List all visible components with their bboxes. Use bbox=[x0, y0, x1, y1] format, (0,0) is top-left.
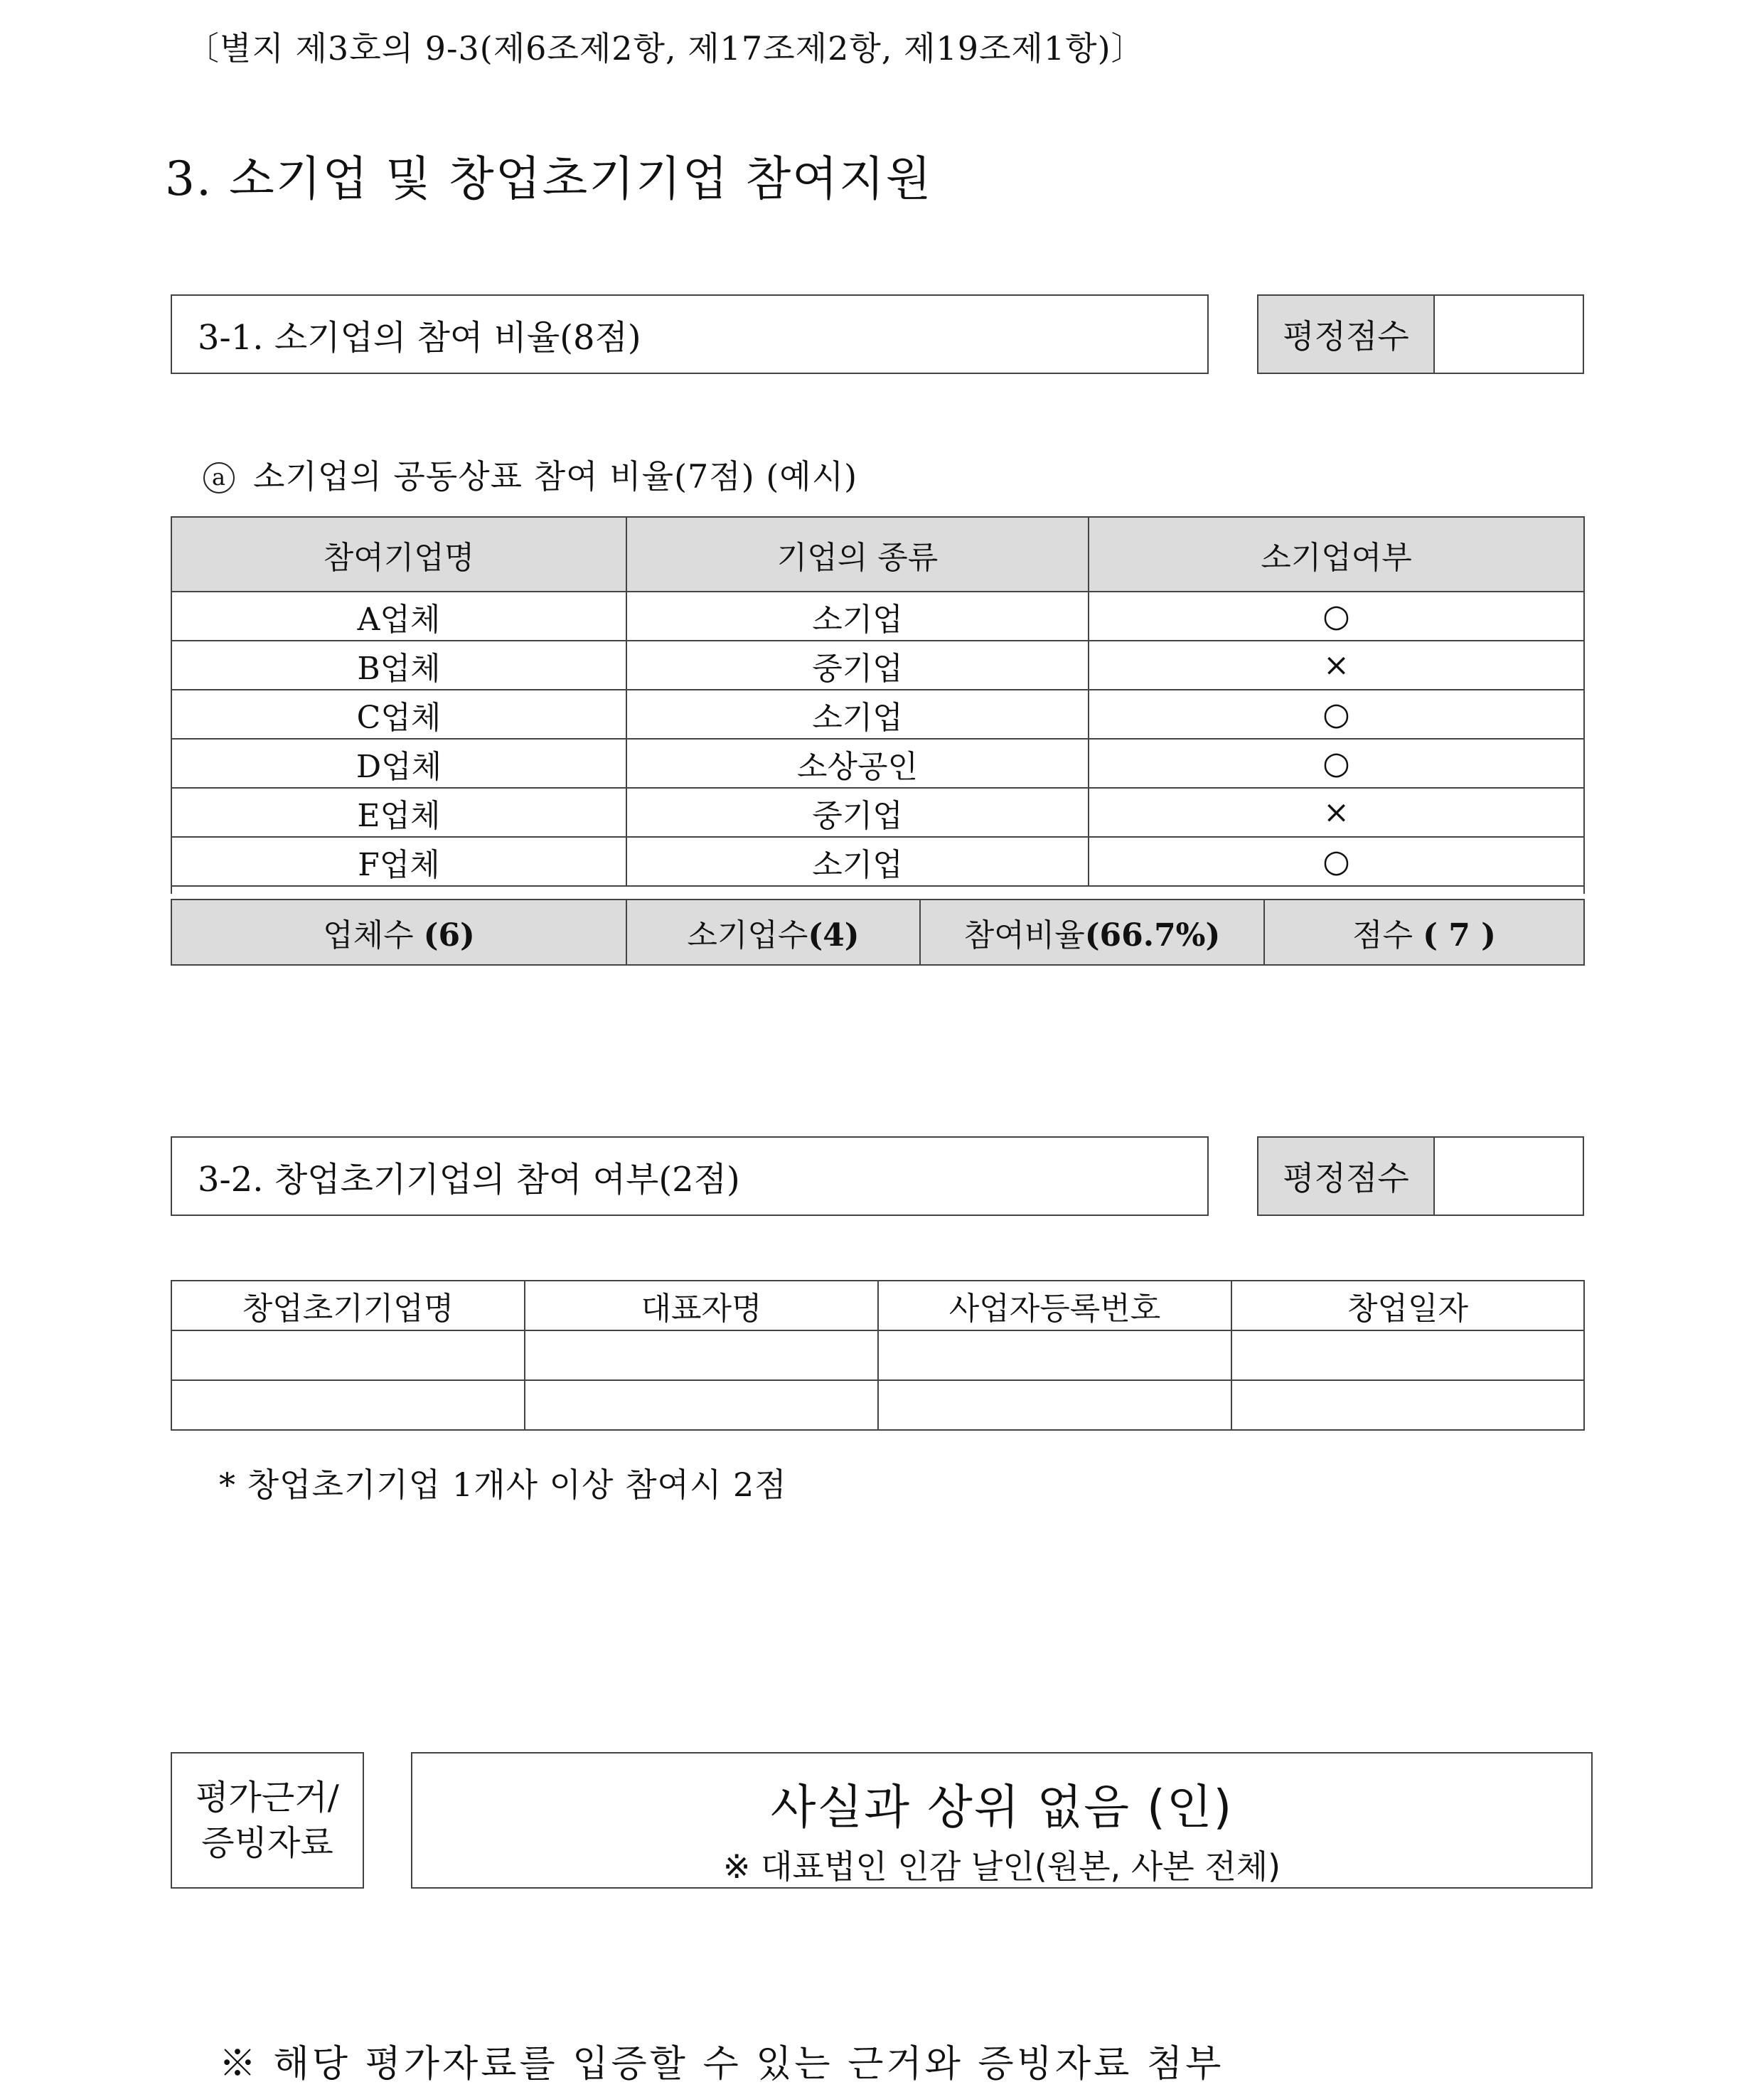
startup-name-cell[interactable] bbox=[171, 1380, 525, 1430]
table-row bbox=[171, 1380, 1584, 1430]
evaluation-label-line2: 증빙자료 bbox=[201, 1823, 333, 1863]
company-type-cell: 소기업 bbox=[626, 592, 1089, 641]
table-row bbox=[171, 739, 1584, 788]
evaluation-seal-note: ※ 대표법인 인감 날인(원본, 사본 전체) bbox=[722, 1847, 1281, 1886]
column-header: 창업일자 bbox=[1231, 1281, 1584, 1330]
business-registration-cell[interactable] bbox=[878, 1380, 1231, 1430]
company-type-cell: 소기업 bbox=[626, 690, 1089, 739]
column-header: 소기업여부 bbox=[1089, 517, 1584, 592]
company-count-label: 업체수 bbox=[323, 917, 414, 954]
table-row bbox=[171, 592, 1584, 641]
header-reference: 〔별지 제3호의 9-3(제6조제2항, 제17조제2항, 제19조제1항)〕 bbox=[186, 29, 1145, 68]
table-gap-row bbox=[171, 886, 1584, 894]
subsection-1-title-box bbox=[171, 294, 1209, 374]
summary-row bbox=[171, 900, 1584, 965]
score-cell-label: 점수 bbox=[1352, 917, 1413, 954]
table-header-row bbox=[171, 517, 1584, 592]
small-business-summary-row bbox=[171, 899, 1585, 966]
evaluation-content-box bbox=[411, 1752, 1593, 1889]
column-header: 창업초기기업명 bbox=[171, 1281, 525, 1330]
table-row bbox=[171, 641, 1584, 690]
score-value-field[interactable] bbox=[1435, 1138, 1583, 1215]
startup-note: * 창업초기기업 1개사 이상 참여시 2점 bbox=[219, 1466, 787, 1504]
startup-name-cell[interactable] bbox=[171, 1330, 525, 1380]
company-count-value: (6) bbox=[423, 917, 475, 954]
gap-cell bbox=[171, 886, 1584, 894]
subsection-2-score-box bbox=[1257, 1136, 1584, 1216]
example-title-text: 소기업의 공동상표 참여 비율(7점) (예시) bbox=[253, 457, 858, 496]
column-header: 기업의 종류 bbox=[626, 517, 1089, 592]
founding-date-cell[interactable] bbox=[1231, 1330, 1584, 1380]
representative-name-cell[interactable] bbox=[525, 1330, 878, 1380]
column-header: 대표자명 bbox=[525, 1281, 878, 1330]
small-business-table bbox=[171, 516, 1585, 894]
company-type-cell: 소상공인 bbox=[626, 739, 1089, 788]
subsection-2-title: 3-2. 창업초기기업의 참여 여부(2점) bbox=[198, 1159, 740, 1200]
small-business-mark-cell: ○ bbox=[1089, 739, 1584, 788]
circled-letter-marker: a bbox=[203, 462, 235, 493]
table-row bbox=[171, 1330, 1584, 1380]
subsection-2-title-box bbox=[171, 1136, 1209, 1216]
business-registration-cell[interactable] bbox=[878, 1330, 1231, 1380]
participation-ratio-label: 참여비율 bbox=[963, 917, 1085, 954]
score-cell-value: ( 7 ) bbox=[1423, 917, 1496, 954]
footer-note: ※ 해당 평가자료를 입증할 수 있는 근거와 증빙자료 첨부 bbox=[219, 2043, 1224, 2086]
example-title bbox=[203, 451, 857, 498]
section-title: 3. 소기업 및 창업초기기업 참여지원 bbox=[165, 151, 933, 206]
subsection-1-title: 3-1. 소기업의 참여 비율(8점) bbox=[198, 317, 641, 358]
evaluation-label-box bbox=[171, 1752, 364, 1889]
score-cell bbox=[1264, 900, 1584, 965]
participation-ratio-cell bbox=[920, 900, 1264, 965]
column-header: 참여기업명 bbox=[171, 517, 626, 592]
evaluation-statement: 사실과 상위 없음 (인) bbox=[770, 1780, 1234, 1835]
small-business-count-cell bbox=[626, 900, 920, 965]
score-label: 평정점수 bbox=[1258, 296, 1435, 373]
subsection-1-score-box bbox=[1257, 294, 1584, 374]
company-type-cell: 중기업 bbox=[626, 641, 1089, 690]
table-row bbox=[171, 837, 1584, 886]
representative-name-cell[interactable] bbox=[525, 1380, 878, 1430]
company-name-cell: B업체 bbox=[171, 641, 626, 690]
participation-ratio-value: (66.7%) bbox=[1084, 917, 1221, 954]
company-name-cell: D업체 bbox=[171, 739, 626, 788]
company-type-cell: 소기업 bbox=[626, 837, 1089, 886]
small-business-mark-cell: × bbox=[1089, 788, 1584, 837]
small-business-mark-cell: ○ bbox=[1089, 837, 1584, 886]
company-name-cell: F업체 bbox=[171, 837, 626, 886]
company-count-cell bbox=[171, 900, 626, 965]
evaluation-label bbox=[196, 1775, 339, 1866]
score-label: 평정점수 bbox=[1258, 1138, 1435, 1215]
small-business-count-label: 소기업수 bbox=[687, 917, 808, 954]
startup-company-table bbox=[171, 1280, 1585, 1431]
company-name-cell: E업체 bbox=[171, 788, 626, 837]
company-name-cell: C업체 bbox=[171, 690, 626, 739]
company-type-cell: 중기업 bbox=[626, 788, 1089, 837]
small-business-count-value: (4) bbox=[808, 917, 860, 954]
evaluation-label-line1: 평가근거/ bbox=[196, 1778, 339, 1818]
table-row bbox=[171, 788, 1584, 837]
founding-date-cell[interactable] bbox=[1231, 1380, 1584, 1430]
small-business-mark-cell: ○ bbox=[1089, 592, 1584, 641]
company-name-cell: A업체 bbox=[171, 592, 626, 641]
small-business-mark-cell: × bbox=[1089, 641, 1584, 690]
score-value-field[interactable] bbox=[1435, 296, 1583, 373]
table-row bbox=[171, 690, 1584, 739]
table-header-row bbox=[171, 1281, 1584, 1330]
small-business-mark-cell: ○ bbox=[1089, 690, 1584, 739]
column-header: 사업자등록번호 bbox=[878, 1281, 1231, 1330]
